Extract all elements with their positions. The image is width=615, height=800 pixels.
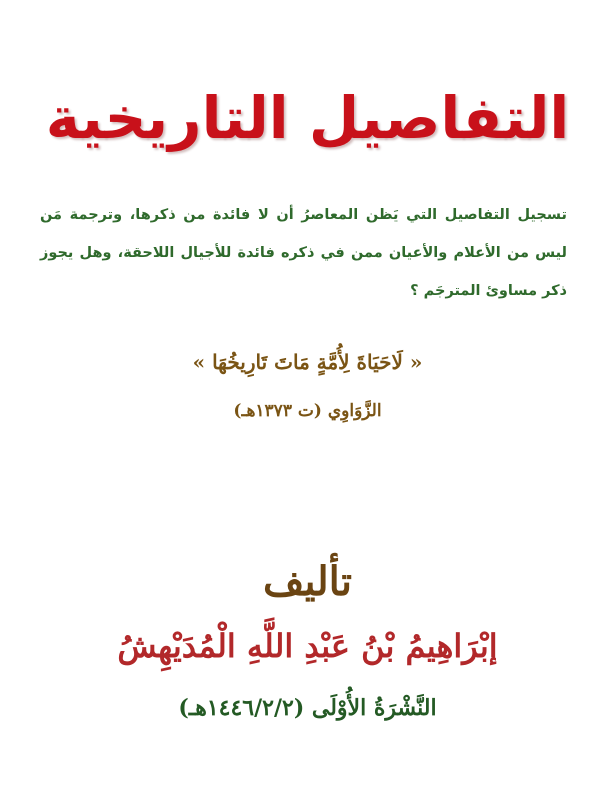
- book-subtitle: تسجيل التفاصيل التي يَظن المعاصرُ أن لا فائدة من ذكرها، وترجمة مَن ليس من الأعلام والأعيان ممن في ذكره فائدة للأجيال اللاحقة، وهل يجوز ذكر مساوئ المترجَم ؟: [40, 207, 567, 299]
- epigraph-quote: « لَاحَيَاةَ لِأُمَّةٍ مَاتَ تَارِيخُهَا »: [192, 350, 423, 374]
- author-name: إبْرَاهِيمُ بْنُ عَبْدِ اللَّهِ الْمُدَيْهِشُ: [117, 627, 498, 665]
- author-label: تأليف: [263, 558, 352, 605]
- book-title: التفاصيل التاريخية: [45, 84, 570, 152]
- edition-line: النَّشْرَةُ الأُوْلَى (١٤٤٦/٢/٢هـ): [178, 695, 437, 721]
- epigraph-source: الزَّوَاوِي (ت ١٣٧٣هـ): [233, 401, 382, 421]
